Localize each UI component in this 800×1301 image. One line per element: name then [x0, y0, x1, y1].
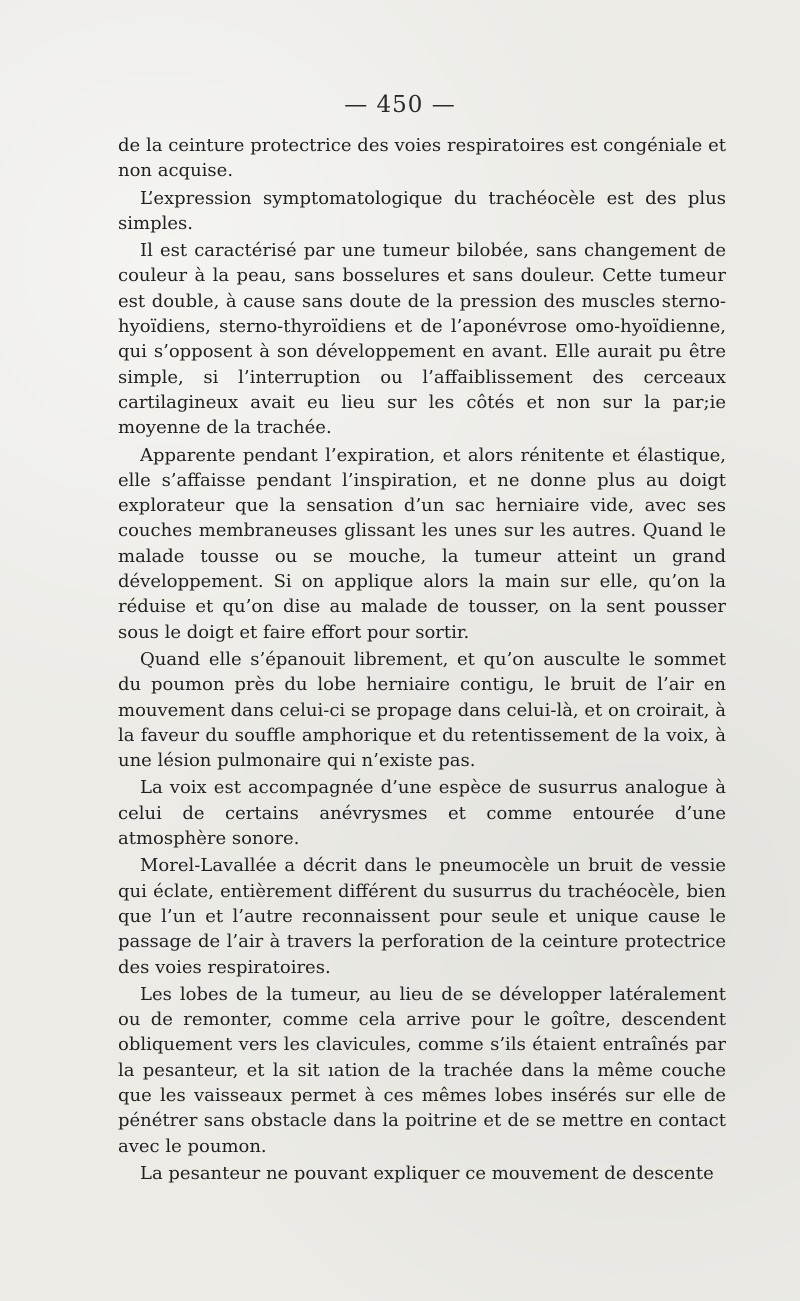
paragraph: Morel-Lavallée a décrit dans le pneumocèle un bruit de vessie qui éclate, entièrement différent du susurrus du trachéocèle, bien que l’un et l’autre reconnaissent pour seule et unique cause le passage de l’air à travers la perforation de la ceinture protectrice des voies respiratoires.	[118, 855, 726, 978]
paragraph: L’expression symptomatologique du trachéocèle est des plus simples.	[118, 187, 726, 234]
body-text	[118, 133, 726, 1188]
page-number: — 450 —	[344, 92, 456, 118]
paragraph: Quand elle s’épanouit librement, et qu’on ausculte le sommet du poumon près du lobe herniaire contigu, le bruit de l’air en mouvement dans celui-ci se propage dans celui-là, et on croirait, à la faveur du souffle amphorique et du retentissement de la voix, à une lésion pulmonaire qui n’existe pas.	[118, 648, 726, 772]
paragraph: La voix est accompagnée d’une espèce de susurrus analogue à celui de certains anévrysmes et comme entourée d’une atmosphère sonore.	[118, 777, 726, 850]
paragraph-continuation: de la ceinture protectrice des voies respiratoires est congéniale et non acquise.	[118, 135, 726, 182]
paragraph: Apparente pendant l’expiration, et alors rénitente et élastique, elle s’affaisse pendant l’inspiration, et ne donne plus au doigt explorateur que la sensation d’un sac herniaire vide, avec ses couches membraneuses glissant les unes sur les autres. Quand le malade tousse ou se mouche, la tumeur atteint un grand développement. Si on applique alors la main sur elle, qu’on la réduise et qu’on dise au malade de tousser, on la sent pousser sous le doigt et faire effort pour sortir.	[118, 444, 726, 643]
paragraph: Il est caractérisé par une tumeur bilobée, sans changement de couleur à la peau, sans bosselures et sans douleur. Cette tumeur est double, à cause sans doute de la pression des muscles sterno-hyoïdiens, sterno-thyroïdiens et de l’aponévrose omo-hyoïdienne, qui s’opposent à son développement en avant. Elle aurait pu être simple, si l’interruption ou l’affaiblissement des cerceaux cartilagineux avait eu lieu sur les côtés et non sur la par;ie moyenne de la trachée.	[118, 240, 726, 439]
paragraph-last: La pesanteur ne pouvant expliquer ce mouvement de descente	[140, 1162, 714, 1184]
paragraph: Les lobes de la tumeur, au lieu de se développer latéralement ou de remonter, comme cela arrive pour le goître, descendent obliquement vers les clavicules, comme s’ils étaient entraînés par la pesanteur, et la sit ıation de la trachée dans la même couche que les vaisseaux permet à ces mêmes lobes insérés sur elle de pénétrer sans obstacle dans la poitrine et de se mettre en contact avec le poumon.	[118, 983, 726, 1157]
